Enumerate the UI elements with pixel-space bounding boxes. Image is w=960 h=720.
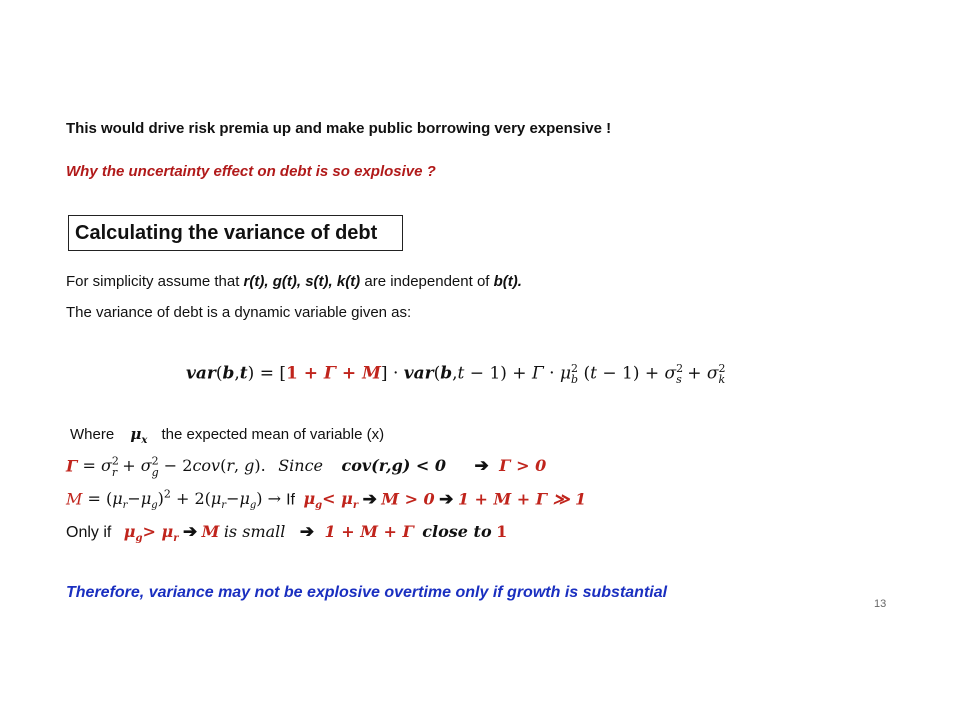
is-small-label: is small [223, 522, 286, 541]
m-line: $M = (\mu_r-\mu_g)^2 + 2(\mu_r-\mu_g) \to If$ $\mu_g< \mu_r$ ➔ M > 0 ➔ 1 + M + Γ ≫ 1 [66, 488, 587, 512]
where-line [70, 425, 384, 446]
arrow-icon: ➔ [182, 522, 198, 541]
arrow-icon: ➔ [439, 489, 454, 509]
conclusion-text: Therefore, variance may not be explosive overtime only if growth is substantial [66, 584, 668, 601]
mu-x-symbol: $\mu_x$ [130, 425, 148, 446]
arrow-icon: ➔ [362, 489, 377, 509]
intro-text: This would drive risk premia up and make public borrowing very expensive ! [66, 120, 612, 137]
assumption-target: b(t). [493, 273, 522, 290]
assumption-middle: are independent of [360, 273, 494, 290]
assumption-variables: r(t), g(t), s(t), k(t) [243, 273, 361, 290]
where-prefix: Where [70, 426, 115, 443]
if-label: If [286, 491, 295, 509]
close-to-label: close to [422, 522, 492, 541]
section-title-box [68, 215, 403, 251]
assumption-prefix: For simplicity assume that [66, 273, 244, 290]
only-if-line: Only if $\mu_g> \mu_r$ ➔ M is small ➔ 1 + M + Γ close to 1 [66, 522, 508, 545]
variance-intro: The variance of debt is a dynamic variable given as: [66, 304, 412, 321]
arrow-icon: ➔ [299, 522, 315, 541]
arrow-icon: ➔ [474, 456, 489, 476]
section-title: Calculating the variance of debt [75, 222, 378, 244]
gamma-line: $\Gamma = \sigma^2_r + \sigma^2_g - 2cov(r$, g). Since cov(r,g) < 0 ➔ Γ > 0 [66, 455, 547, 479]
only-if-prefix: Only if [66, 524, 112, 541]
variance-equation: $var(b,t) = [1 + \Gamma + M] \cdot var(b,t - 1) + \Gamma \cdot \mu^2_b$ $(t - 1) + \sigma^2_s + \sigma^2_k$ [186, 362, 726, 387]
assumption-line [66, 273, 522, 290]
since-label: Since [278, 456, 323, 476]
where-description: the expected mean of variable (x) [161, 426, 385, 443]
question-text: Why the uncertainty effect on debt is so explosive ? [66, 163, 436, 180]
page-number: 13 [874, 598, 887, 610]
